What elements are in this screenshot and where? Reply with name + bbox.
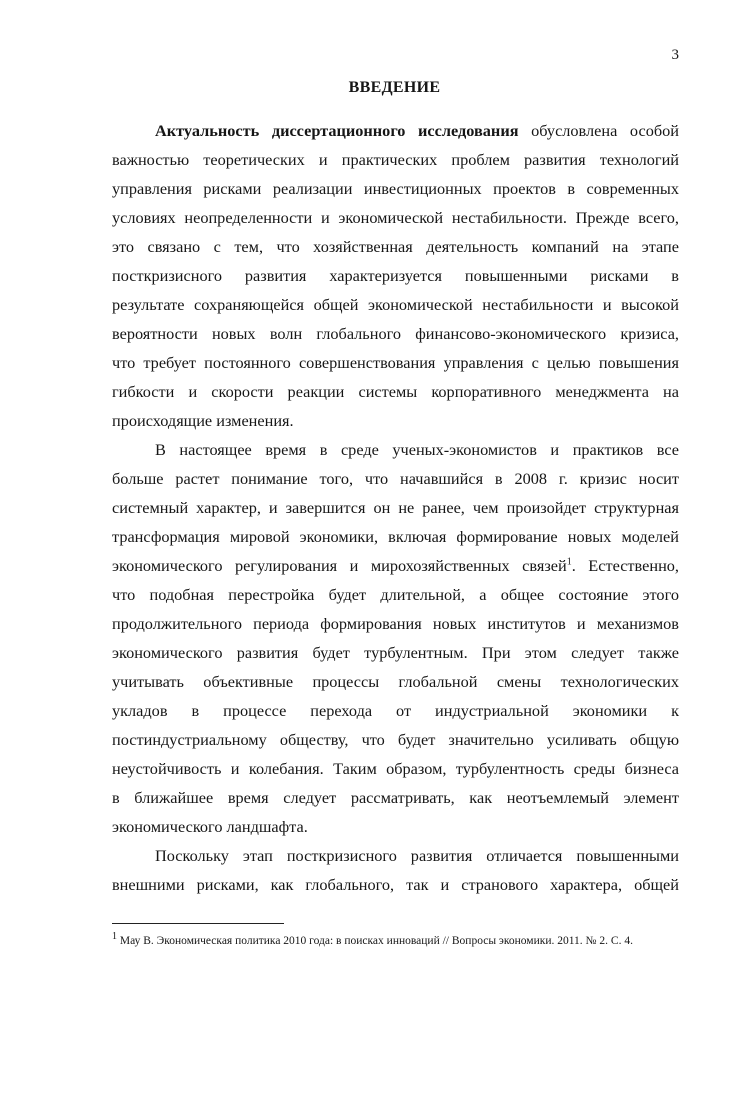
paragraph-2-line-13: в ближайшее время следует рассматривать, как неотъемлемый элемент [112, 788, 679, 807]
footnote-text: Мау В. Экономическая политика 2010 года: в поисках инноваций // Вопросы экономики. 2011. № 2. С. 4. [117, 935, 633, 947]
paragraph-2-line-11: постиндустриальному обществу, что будет значительно усиливать общую [112, 730, 679, 749]
paragraph-1-line-2: важностью теоретических и практических проблем развития технологий [112, 150, 679, 169]
paragraph-2-line-10: укладов в процессе перехода от индустриальной экономики к [112, 701, 679, 720]
paragraph-2-line-5 [112, 556, 679, 576]
paragraph-1-lead-rest: обусловлена особой [518, 121, 679, 140]
paragraph-3-line-2: внешними рисками, как глобального, так и странового характера, общей [112, 875, 679, 894]
footnote-mark: 1 [112, 931, 117, 943]
paragraph-1-line-4: условиях неопределенности и экономической нестабильности. Прежде всего, [112, 208, 679, 227]
paragraph-2-line-6: что подобная перестройка будет длительной, а общее состояние этого [112, 585, 679, 604]
paragraph-2-line-7: продолжительного периода формирования новых институтов и механизмов [112, 614, 679, 633]
paragraph-1-lead: Актуальность диссертационного исследования [155, 121, 519, 140]
paragraph-2-line-5-tail: . Естественно, [571, 556, 680, 575]
footnote-reference: 1 [566, 556, 572, 568]
section-heading: ВВЕДЕНИЕ [348, 79, 441, 96]
page-number: 3 [671, 47, 679, 63]
paragraph-2-line-5-text: экономического регулирования и мирохозяйственных связей [112, 556, 567, 575]
paragraph-2-line-12: неустойчивость и колебания. Таким образом, турбулентность среды бизнеса [112, 759, 679, 778]
paragraph-2-line-4: трансформация мировой экономики, включая формирование новых моделей [112, 527, 679, 546]
paragraph-2-line-1: В настоящее время в среде ученых-экономистов и практиков все [155, 440, 679, 459]
paragraph-1-line-1 [155, 121, 679, 141]
paragraph-1-line-6: посткризисного развития характеризуется повышенными рисками в [112, 266, 679, 285]
paragraph-1-line-7: результате сохраняющейся общей экономической нестабильности и высокой [112, 295, 679, 314]
footnote [112, 931, 633, 947]
paragraph-1-line-5: это связано с тем, что хозяйственная деятельность компаний на этапе [112, 237, 679, 256]
paragraph-2-line-9: учитывать объективные процессы глобальной смены технологических [112, 672, 679, 691]
paragraph-3-line-1: Поскольку этап посткризисного развития отличается повышенными [155, 846, 679, 865]
paragraph-1-line-8: вероятности новых волн глобального финансово-экономического кризиса, [112, 324, 679, 343]
paragraph-2-line-8: экономического развития будет турбулентным. При этом следует также [112, 643, 679, 662]
paragraph-1-line-10: гибкости и скорости реакции системы корпоративного менеджмента на [112, 382, 679, 401]
paragraph-2-line-3: системный характер, и завершится он не ранее, чем произойдет структурная [112, 498, 679, 517]
paragraph-1-line-3: управления рисками реализации инвестиционных проектов в современных [112, 179, 679, 198]
paragraph-2-line-2: больше растет понимание того, что начавшийся в 2008 г. кризис носит [112, 469, 679, 488]
paragraph-2-line-14: экономического ландшафта. [112, 817, 308, 836]
paragraph-1-line-11: происходящие изменения. [112, 411, 294, 430]
footnote-divider [112, 923, 284, 924]
paragraph-1-line-9: что требует постоянного совершенствования управления с целью повышения [112, 353, 679, 372]
